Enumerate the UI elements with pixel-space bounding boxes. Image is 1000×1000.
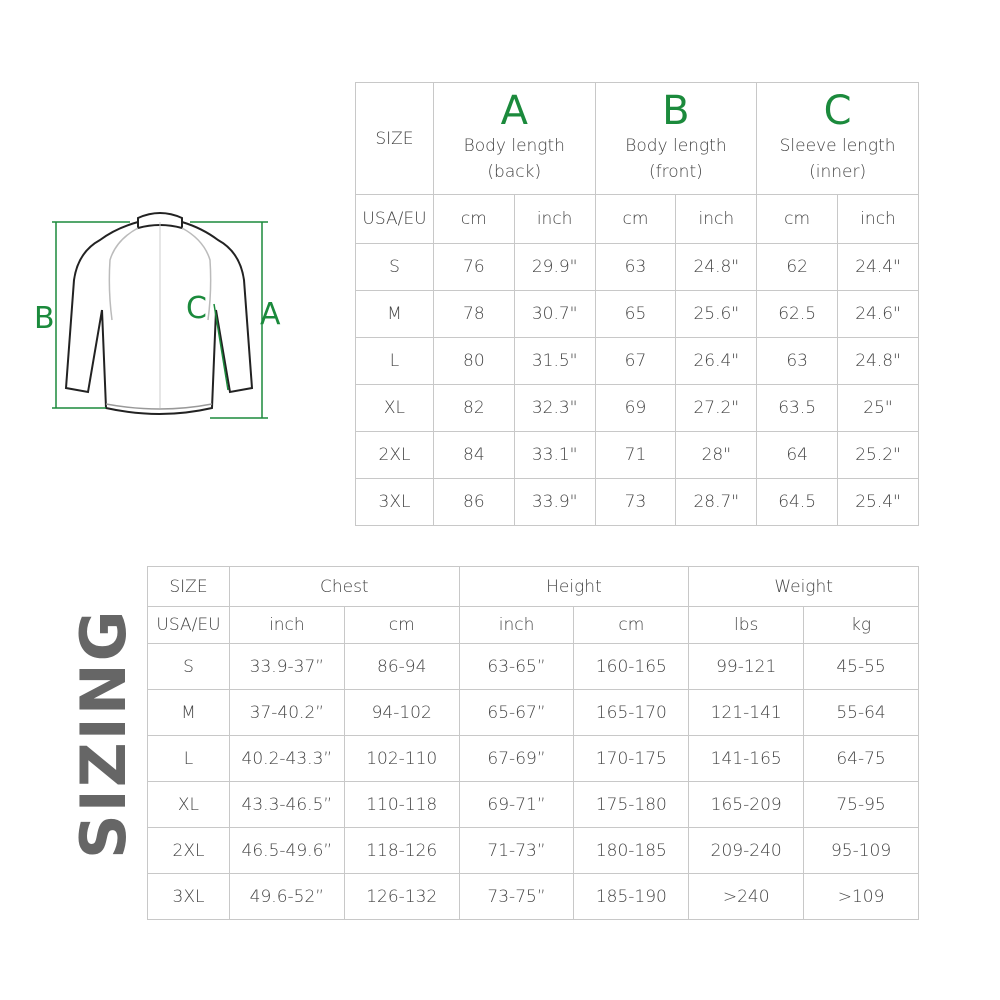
value-cell: 25.4": [838, 479, 919, 526]
value-cell: 63-65”: [459, 644, 574, 690]
value-cell: 65-67”: [459, 690, 574, 736]
value-cell: 64: [757, 432, 838, 479]
height-header: Height: [459, 567, 689, 607]
unit-cell: cm: [595, 195, 676, 244]
unit-cell: kg: [804, 607, 919, 644]
value-cell: 46.5-49.6”: [229, 828, 344, 874]
size-cell: L: [148, 736, 230, 782]
size-cell: 3XL: [148, 874, 230, 920]
value-cell: 71-73”: [459, 828, 574, 874]
value-cell: 121-141: [689, 690, 804, 736]
value-cell: 25.6": [676, 291, 757, 338]
value-cell: 118-126: [344, 828, 459, 874]
unit-cell: inch: [514, 195, 595, 244]
column-b-header: B Body length (front): [595, 83, 757, 195]
value-cell: 99-121: [689, 644, 804, 690]
length-size-table: [355, 82, 919, 526]
unit-cell: cm: [574, 607, 689, 644]
value-cell: 67-69”: [459, 736, 574, 782]
unit-cell: inch: [459, 607, 574, 644]
value-cell: 64.5: [757, 479, 838, 526]
unit-row: [148, 607, 919, 644]
value-cell: 24.6": [838, 291, 919, 338]
size-header: SIZE: [356, 83, 434, 195]
size-cell: 2XL: [356, 432, 434, 479]
size-cell: S: [356, 244, 434, 291]
value-cell: 65: [595, 291, 676, 338]
chest-header: Chest: [229, 567, 459, 607]
value-cell: 80: [433, 338, 514, 385]
value-cell: 110-118: [344, 782, 459, 828]
value-cell: 33.9-37”: [229, 644, 344, 690]
value-cell: 175-180: [574, 782, 689, 828]
value-cell: 63.5: [757, 385, 838, 432]
value-cell: 45-55: [804, 644, 919, 690]
weight-header: Weight: [689, 567, 919, 607]
value-cell: 63: [757, 338, 838, 385]
size-cell: 2XL: [148, 828, 230, 874]
table-row: [148, 874, 919, 920]
value-cell: 76: [433, 244, 514, 291]
size-cell: S: [148, 644, 230, 690]
table-row: [148, 736, 919, 782]
size-cell: L: [356, 338, 434, 385]
unit-cell: cm: [757, 195, 838, 244]
label-a: A: [260, 297, 281, 332]
label-b: B: [34, 301, 55, 336]
value-cell: 141-165: [689, 736, 804, 782]
table-row: [148, 690, 919, 736]
value-cell: 33.1": [514, 432, 595, 479]
unit-cell: inch: [838, 195, 919, 244]
value-cell: 69: [595, 385, 676, 432]
value-cell: 84: [433, 432, 514, 479]
table-row: [356, 479, 919, 526]
unit-cell: inch: [229, 607, 344, 644]
value-cell: 62.5: [757, 291, 838, 338]
value-cell: 33.9": [514, 479, 595, 526]
table-row: [148, 828, 919, 874]
value-cell: 160-165: [574, 644, 689, 690]
table-row: [356, 338, 919, 385]
size-cell: XL: [356, 385, 434, 432]
jersey-outline: [66, 213, 252, 414]
value-cell: 63: [595, 244, 676, 291]
value-cell: 24.8": [838, 338, 919, 385]
value-cell: 78: [433, 291, 514, 338]
value-cell: 55-64: [804, 690, 919, 736]
value-cell: 94-102: [344, 690, 459, 736]
value-cell: 126-132: [344, 874, 459, 920]
value-cell: 82: [433, 385, 514, 432]
value-cell: 73-75”: [459, 874, 574, 920]
value-cell: 24.4": [838, 244, 919, 291]
region-label: USA/EU: [148, 607, 230, 644]
value-cell: 95-109: [804, 828, 919, 874]
size-cell: M: [356, 291, 434, 338]
value-cell: 49.6-52”: [229, 874, 344, 920]
size-cell: M: [148, 690, 230, 736]
value-cell: 102-110: [344, 736, 459, 782]
unit-cell: lbs: [689, 607, 804, 644]
value-cell: 75-95: [804, 782, 919, 828]
value-cell: >240: [689, 874, 804, 920]
value-cell: 67: [595, 338, 676, 385]
unit-row: [356, 195, 919, 244]
size-cell: XL: [148, 782, 230, 828]
unit-cell: cm: [433, 195, 514, 244]
value-cell: 25.2": [838, 432, 919, 479]
value-cell: 209-240: [689, 828, 804, 874]
value-cell: 165-170: [574, 690, 689, 736]
value-cell: 28": [676, 432, 757, 479]
value-cell: 30.7": [514, 291, 595, 338]
value-cell: 71: [595, 432, 676, 479]
table-row: [356, 244, 919, 291]
table-row: [356, 291, 919, 338]
value-cell: >109: [804, 874, 919, 920]
table-row: [148, 782, 919, 828]
value-cell: 62: [757, 244, 838, 291]
sizing-title: SIZING: [67, 608, 140, 859]
value-cell: 69-71”: [459, 782, 574, 828]
region-label: USA/EU: [356, 195, 434, 244]
table-row: [148, 644, 919, 690]
value-cell: 31.5": [514, 338, 595, 385]
value-cell: 86-94: [344, 644, 459, 690]
value-cell: 27.2": [676, 385, 757, 432]
table-row: [356, 432, 919, 479]
value-cell: 86: [433, 479, 514, 526]
column-c-header: C Sleeve length (inner): [757, 83, 919, 195]
value-cell: 73: [595, 479, 676, 526]
value-cell: 185-190: [574, 874, 689, 920]
value-cell: 180-185: [574, 828, 689, 874]
value-cell: 24.8": [676, 244, 757, 291]
size-cell: 3XL: [356, 479, 434, 526]
unit-cell: cm: [344, 607, 459, 644]
unit-cell: inch: [676, 195, 757, 244]
value-cell: 32.3": [514, 385, 595, 432]
value-cell: 165-209: [689, 782, 804, 828]
jersey-diagram: [30, 200, 300, 430]
value-cell: 28.7": [676, 479, 757, 526]
value-cell: 43.3-46.5”: [229, 782, 344, 828]
body-size-table: [147, 566, 919, 920]
value-cell: 170-175: [574, 736, 689, 782]
column-a-header: A Body length (back): [433, 83, 595, 195]
label-c: C: [186, 291, 207, 326]
value-cell: 37-40.2”: [229, 690, 344, 736]
value-cell: 25": [838, 385, 919, 432]
value-cell: 64-75: [804, 736, 919, 782]
table-row: [356, 385, 919, 432]
size-header: SIZE: [148, 567, 230, 607]
value-cell: 26.4": [676, 338, 757, 385]
value-cell: 40.2-43.3”: [229, 736, 344, 782]
value-cell: 29.9": [514, 244, 595, 291]
